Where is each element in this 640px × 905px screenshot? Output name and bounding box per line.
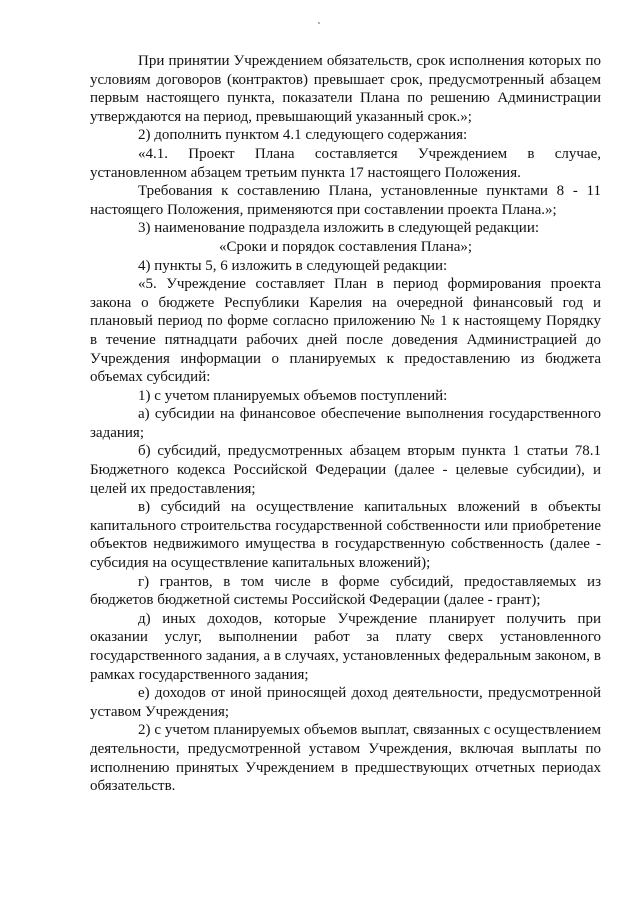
paragraph-plan-period: При принятии Учреждением обязательств, срок исполнения которых по условиям договоров (контрактов) превышает срок, предусмотренный абзацем первым настоящего пункта, показатели Плана по решению Администрации утверждаются на период, превышающий указанный срок.»; [90,53,601,125]
paragraph-sub-a: а) субсидии на финансовое обеспечение выполнения государственного задания; [90,406,601,441]
scan-dot [318,22,320,24]
paragraph-sub-e: е) доходов от иной приносящей доход деятельности, предусмотренной уставом Учреждения; [90,685,601,720]
paragraph-requirements: Требования к составлению Плана, установленные пунктами 8 - 11 настоящего Положения, применяются при составлении проекта Плана.»; [90,183,601,218]
paragraph-point-4-1: «4.1. Проект Плана составляется Учреждением в случае, установленном абзацем третьим пункта 17 настоящего Положения. [90,145,601,181]
subsection-title: «Сроки и порядок составления Плана»; [218,238,473,255]
paragraph-sub-b: б) субсидий, предусмотренных абзацем вторым пункта 1 статьи 78.1 Бюджетного кодекса Российской Федерации (далее - целевые субсидии), и целей их предоставления; [90,443,601,497]
paragraph-item-2: 2) дополнить пунктом 4.1 следующего содержания: [138,127,468,144]
paragraph-point-5: «5. Учреждение составляет План в период формирования проекта закона о бюджете Республики Карелия на очередной финансовый год и плановый период по форме согласно приложению № 1 к настоящему Порядку в течение пятнадцати рабочих дней после доведения Администрацией до Учреждения информации о планируемых к предоставлению из бюджета объемах субсидий: [90,276,601,386]
paragraph-item-4: 4) пункты 5, 6 изложить в следующей редакции: [138,257,448,274]
paragraph-sub-2: 2) с учетом планируемых объемов выплат, связанных с осуществлением деятельности, предусмотренной уставом Учреждения, включая выплаты по исполнению принятых Учреждением в предшествующих отчетных периодах обязательств. [90,722,601,795]
paragraph-sub-v: в) субсидий на осуществление капитальных вложений в объекты капитального строительства государственной собственности или приобретение объектов недвижимого имущества в государственную собственность (далее - субсидия на осуществление капитальных вложений); [90,499,601,572]
paragraph-sub-1: 1) с учетом планируемых объемов поступлений: [138,387,448,404]
paragraph-item-3: 3) наименование подраздела изложить в следующей редакции: [138,220,540,237]
paragraph-sub-d: д) иных доходов, которые Учреждение планирует получить при оказании услуг, выполнении работ за плату сверх установленного государственного задания, а в случаях, установленных федеральным законом, в рамках государственного задания; [90,610,601,683]
document-body [90,52,601,796]
paragraph-sub-g: г) грантов, в том числе в форме субсидий, предоставляемых из бюджетов бюджетной системы Российской Федерации (далее - грант); [90,573,601,609]
